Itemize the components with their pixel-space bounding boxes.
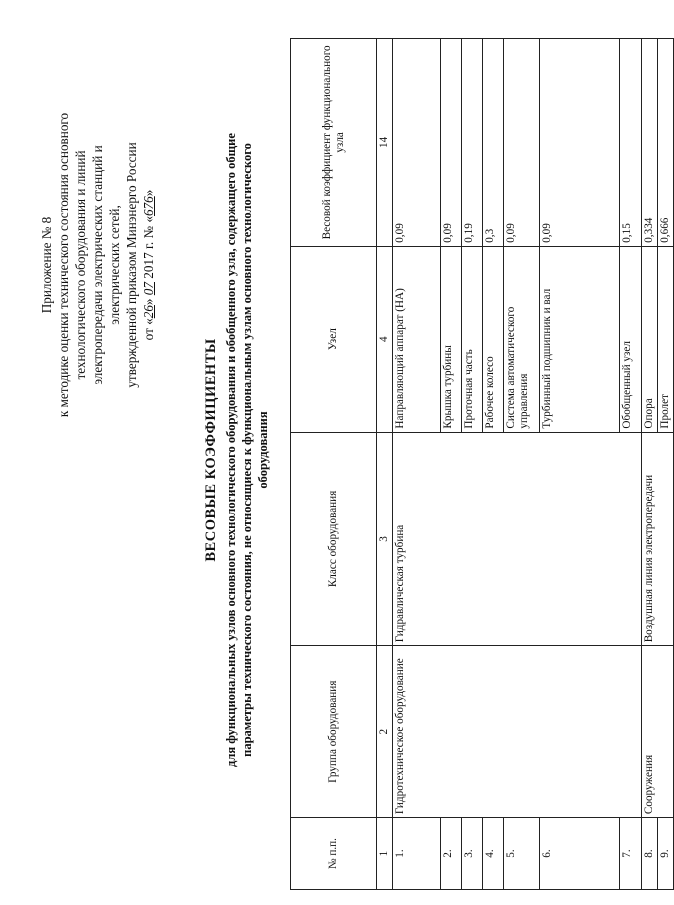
class-turbine-cell: Гидравлическая турбина <box>393 432 642 646</box>
appendix-number: Приложение № 8 <box>39 216 54 314</box>
column-number: 4 <box>377 246 393 432</box>
node-cell: Обобщенный узел <box>620 246 642 432</box>
appendix-line: утвержденной приказом Минэнерго России <box>124 142 139 388</box>
date-mid: » <box>141 295 156 306</box>
node-cell: Турбинный подшипник и вал <box>540 246 620 432</box>
column-number: 2 <box>377 646 393 818</box>
weight-cell: 0,15 <box>620 39 642 247</box>
row-number: 6. <box>540 818 620 890</box>
row-number: 9. <box>658 818 674 890</box>
weights-table <box>290 38 674 890</box>
node-cell: Пролет <box>658 246 674 432</box>
node-cell: Рабочее колесо <box>483 246 504 432</box>
date-prefix: от « <box>141 318 156 341</box>
node-cell: Система автоматического управления <box>504 246 540 432</box>
weight-cell: 0,334 <box>642 39 658 247</box>
appendix-header <box>38 45 157 485</box>
subtitle-line: параметры технического состояния, не относящиеся к функциональным узлам основного технологического <box>240 143 254 757</box>
weight-cell: 0,09 <box>441 39 462 247</box>
header-group: Группа оборудования <box>291 646 377 818</box>
appendix-line: к методике оценки технического состояния основного <box>56 112 71 418</box>
weight-cell: 0,09 <box>504 39 540 247</box>
node-cell: Проточная часть <box>462 246 483 432</box>
appendix-line: технологического оборудования и линий <box>73 150 88 380</box>
table-row <box>393 39 441 890</box>
group-structures-cell: Сооружения <box>642 646 674 818</box>
header-weight: Весовой коэффициент функционального узла <box>291 39 377 247</box>
appendix-date-line <box>140 45 157 485</box>
document-title: ВЕСОВЫЕ КОЭФФИЦИЕНТЫ <box>203 338 219 562</box>
appendix-line: электропередачи электрических станций и <box>90 145 105 385</box>
subtitle-line: оборудования <box>256 411 270 489</box>
column-number: 3 <box>377 432 393 646</box>
date-year: 2017 г. № « <box>141 216 156 282</box>
subtitle-line: для функциональных узлов основного технологического оборудования и обобщенного узла, содержащего общие <box>224 133 238 767</box>
header-class: Класс оборудования <box>291 432 377 646</box>
class-line-cell: Воздушная линия электропередачи <box>642 432 674 646</box>
order-number: 676 <box>141 196 156 217</box>
weight-cell: 0,3 <box>483 39 504 247</box>
row-number: 1. <box>393 818 441 890</box>
node-cell: Крышка турбины <box>441 246 462 432</box>
weight-cell: 0,19 <box>462 39 483 247</box>
appendix-line: электрических сетей, <box>107 205 122 325</box>
row-number: 8. <box>642 818 658 890</box>
date-day: 26 <box>141 305 156 319</box>
row-number: 3. <box>462 818 483 890</box>
row-number: 4. <box>483 818 504 890</box>
document-title-block <box>203 35 271 865</box>
node-cell: Направляющий аппарат (НА) <box>393 246 441 432</box>
column-number: 1 <box>377 818 393 890</box>
table-header-row <box>291 39 377 890</box>
date-suffix: » <box>141 189 156 197</box>
weight-cell: 0,666 <box>658 39 674 247</box>
column-number-row <box>377 39 393 890</box>
weight-cell: 0,09 <box>393 39 441 247</box>
date-month: 07 <box>141 282 156 296</box>
node-cell: Опора <box>642 246 658 432</box>
group-hydro-cell: Гидротехническое оборудование <box>393 646 642 818</box>
row-number: 2. <box>441 818 462 890</box>
weight-cell: 0,09 <box>540 39 620 247</box>
column-number: 14 <box>377 39 393 247</box>
header-node: Узел <box>291 246 377 432</box>
header-number: № п.п. <box>291 818 377 890</box>
table-row <box>642 39 658 890</box>
row-number: 7. <box>620 818 642 890</box>
row-number: 5. <box>504 818 540 890</box>
